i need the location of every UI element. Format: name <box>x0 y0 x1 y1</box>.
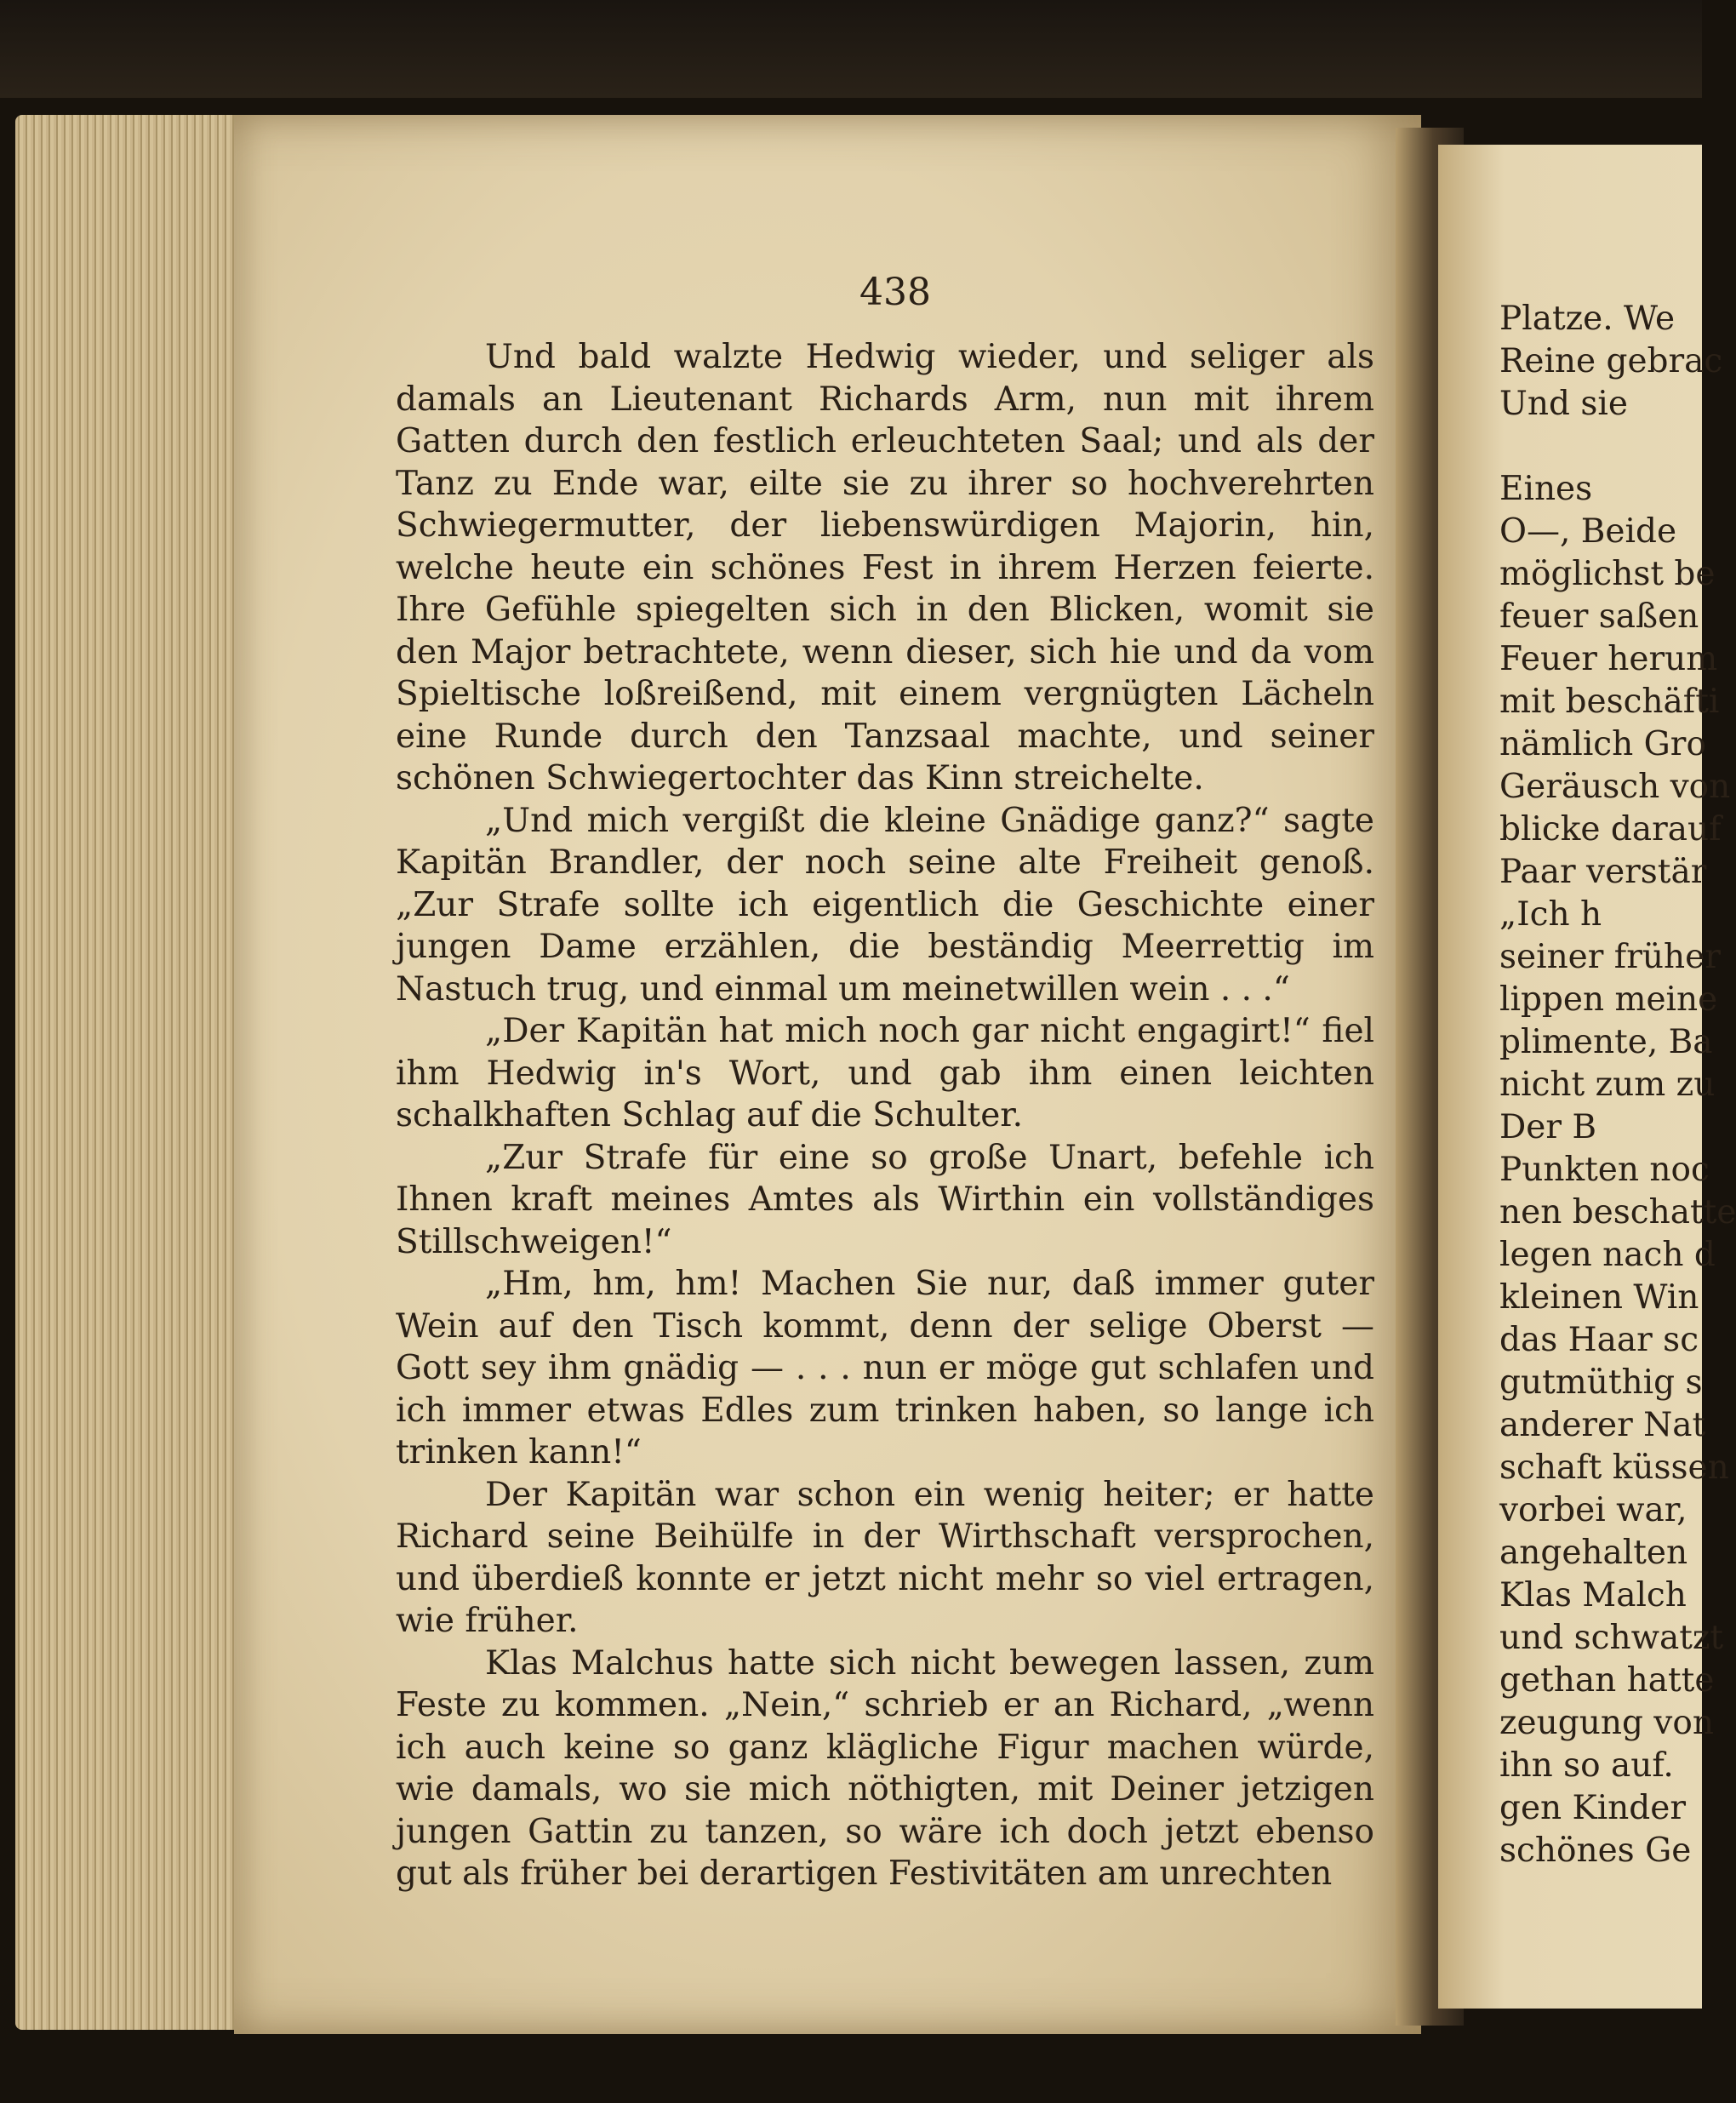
facing-page-line: Feuer herum <box>1499 640 1718 678</box>
facing-page-line <box>1499 426 1702 468</box>
facing-page-line: Geräusch von <box>1499 768 1731 806</box>
facing-page-line: gen Kinder <box>1499 1789 1686 1827</box>
facing-page-line: angehalten <box>1499 1534 1688 1572</box>
main-text <box>396 336 1374 1895</box>
facing-page-line: Reine gebrac <box>1499 342 1723 380</box>
facing-page-line: „Ich h <box>1499 895 1602 934</box>
paragraph: „Hm, hm, hm! Machen Sie nur, daß immer guter Wein auf den Tisch kommt, denn der selige Oberst — Gott sey ihm gnädig — . . . nun er möge gut schlafen und ich immer etwas Edles zum trinken haben, so lange ich trinken kann!“ <box>396 1265 1374 1472</box>
facing-page-line: mit beschäfti <box>1499 683 1720 721</box>
facing-page-line: nämlich Gro <box>1499 725 1706 763</box>
facing-page-line: lippen meine <box>1499 980 1718 1019</box>
facing-page-line: Paar verstär <box>1499 853 1707 891</box>
facing-page-line: Klas Malch <box>1499 1576 1687 1614</box>
facing-page-line: seiner früher <box>1499 938 1721 976</box>
facing-page-line: möglichst be <box>1499 555 1716 593</box>
paragraph: „Der Kapitän hat mich noch gar nicht engagirt!“ fiel ihm Hedwig in's Wort, und gab ihm einen leichten schalkhaften Schlag auf die Schulter. <box>396 1012 1374 1134</box>
facing-page-line: nicht zum zu <box>1499 1066 1716 1104</box>
paragraph: Der Kapitän war schon ein wenig heiter; er hatte Richard seine Beihülfe in der Wirthschaft versprochen, und überdieß konnte er jetzt nicht mehr so viel ertragen, wie früher. <box>396 1475 1374 1640</box>
facing-page-line: Eines <box>1499 470 1593 508</box>
facing-page-text <box>1499 298 1736 1872</box>
paragraph: „Zur Strafe für eine so große Unart, befehle ich Ihnen kraft meines Amtes als Wirthin ein vollständiges Stillschweigen!“ <box>396 1138 1374 1261</box>
paragraph: Klas Malchus hatte sich nicht bewegen lassen, zum Feste zu kommen. „Nein,“ schrieb er an Richard, „wenn ich auch keine so ganz klägliche Figur machen würde, wie damals, wo sie mich nöthigten, mit Deiner jetzigen jungen Gattin zu tanzen, so wäre ich doch jetzt ebenso gut als früher bei derartigen Festivitäten am unrechten <box>396 1643 1374 1893</box>
facing-page-line: anderer Nat <box>1499 1406 1706 1444</box>
facing-page-line: legen nach d <box>1499 1236 1716 1274</box>
paragraph: Und bald walzte Hedwig wieder, und seliger als damals an Lieutenant Richards Arm, nun mit ihrem Gatten durch den festlich erleuchteten Saal; und als der Tanz zu Ende war, eilte sie zu ihrer so hochverehrten Schwiegermutter, der liebenswürdigen Majorin, hin, welche heute ein schönes Fest in ihrem Herzen feierte. Ihre Gefühle spiegelten sich in den Blicken, womit sie den Major betrachtete, wenn dieser, sich hie und da vom Spieltische loßreißend, mit einem vergnügten Lächeln eine Runde durch den Tanzsaal machte, und seiner schönen Schwiegertochter das Kinn streichelte. <box>396 338 1374 797</box>
scan-background <box>0 0 1702 98</box>
facing-page-line: blicke darauf <box>1499 810 1722 849</box>
facing-page-line: Punkten noc <box>1499 1151 1710 1189</box>
facing-page-line: Platze. We <box>1499 300 1676 338</box>
facing-page-line: Der B <box>1499 1108 1597 1146</box>
page-edges <box>15 115 271 2030</box>
facing-page-line: O—, Beide <box>1499 512 1677 551</box>
facing-page-line: schaft küssen <box>1499 1449 1729 1487</box>
facing-page-line: das Haar sc <box>1499 1321 1699 1359</box>
facing-page-line: gutmüthig s <box>1499 1363 1703 1402</box>
facing-page-line: zeugung von <box>1499 1704 1714 1742</box>
facing-page-line: kleinen Win <box>1499 1278 1699 1317</box>
facing-page-line: und schwatzt <box>1499 1619 1724 1657</box>
facing-page-line: nen beschatte <box>1499 1193 1736 1232</box>
facing-page-line: ihn so auf. <box>1499 1746 1674 1785</box>
facing-page-line: schönes Ge <box>1499 1832 1692 1870</box>
facing-page-line: Und sie <box>1499 385 1628 423</box>
page-number: 438 <box>859 271 931 314</box>
facing-page-line: gethan hatte <box>1499 1661 1715 1700</box>
facing-page-line: plimente, Ba <box>1499 1023 1713 1061</box>
facing-page-line: feuer saßen <box>1499 597 1699 636</box>
facing-page-line: vorbei war, <box>1499 1491 1687 1529</box>
paragraph: „Und mich vergißt die kleine Gnädige ganz?“ sagte Kapitän Brandler, der noch seine alte Freiheit genoß. „Zur Strafe sollte ich eigentlich die Geschichte einer jungen Dame erzählen, die beständig Meerrettig im Nastuch trug, und einmal um meinetwillen wein . . .“ <box>396 801 1374 1009</box>
